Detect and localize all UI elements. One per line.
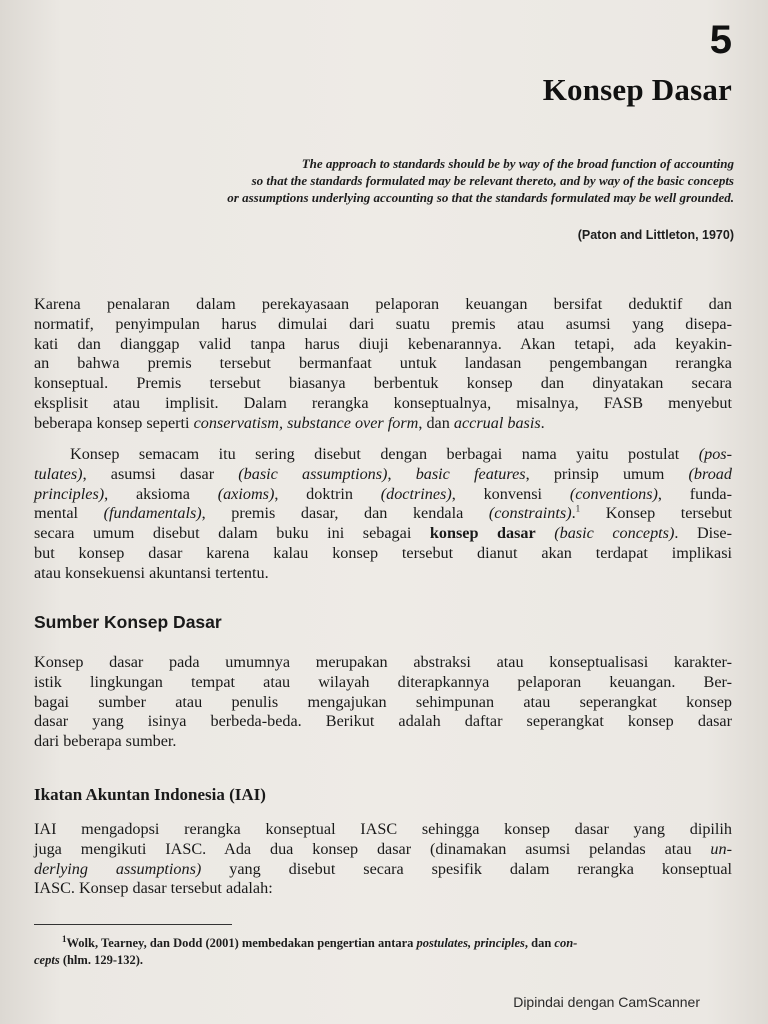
- text-run: , aksioma: [104, 484, 218, 503]
- italic-term: con-: [554, 936, 578, 950]
- chapter-number: 5: [709, 18, 732, 62]
- text-run: , funda-: [657, 484, 732, 503]
- text-run: (hlm. 129-132).: [59, 953, 144, 967]
- paragraph-4: [34, 820, 732, 899]
- text-line: bagai sumber atau penulis mengajukan sehimpunan atau seperangkat konsep: [34, 692, 732, 711]
- text-run: .: [571, 504, 576, 523]
- text-line: [34, 414, 732, 434]
- text-run: .: [540, 413, 545, 432]
- italic-term: basic features: [415, 464, 526, 483]
- chapter-title: Konsep Dasar: [542, 72, 732, 107]
- paragraph-2: [34, 445, 732, 584]
- text-line: [34, 465, 732, 485]
- italic-term: cepts: [34, 953, 60, 967]
- text-run: beberapa konsep seperti: [34, 413, 194, 432]
- italic-term: (fundamentals): [103, 504, 202, 523]
- italic-term: un-: [710, 839, 732, 858]
- text-run: , premis dasar, dan kendala: [201, 504, 489, 523]
- text-line: dari beberapa sumber.: [34, 732, 177, 751]
- text-run: Konsep tersebut: [580, 504, 732, 523]
- subsection-heading: Ikatan Akuntan Indonesia (IAI): [34, 785, 266, 804]
- bold-term: konsep dasar: [429, 524, 536, 543]
- italic-term: (broad: [688, 464, 732, 483]
- italic-term: derlying assumptions): [34, 859, 202, 878]
- italic-term: (axioms): [217, 484, 275, 503]
- paragraph-3: [34, 653, 732, 752]
- footnote-divider: [34, 924, 232, 925]
- paragraph-1: [34, 295, 732, 434]
- footnote-marker: 1: [62, 933, 67, 944]
- text-run: yang disebut secara spesifik dalam rerangka konseptual: [201, 859, 732, 878]
- italic-term: (basic concepts): [554, 524, 675, 543]
- italic-term: accrual basis: [453, 413, 541, 432]
- italic-term: (conventions): [569, 484, 658, 503]
- italic-term: (constraints): [488, 504, 572, 523]
- text-line: dasar yang isinya berbeda-beda. Berikut adalah daftar seperangkat konsep dasar: [34, 712, 732, 731]
- epigraph-line: or assumptions underlying accounting so that the standards formulated may be well grounded.: [227, 190, 734, 205]
- footnote: [34, 935, 732, 969]
- italic-term: tulates): [34, 464, 83, 483]
- text-line: [34, 445, 732, 465]
- text-line: [34, 485, 732, 505]
- text-run: [536, 524, 555, 542]
- italic-term: (basic assumptions): [238, 464, 388, 483]
- text-line: [34, 504, 732, 524]
- text-run: , doktrin: [274, 484, 381, 503]
- text-line: an bahwa premis tersebut bermanfaat untuk landasan pengembangan rerangka: [34, 354, 732, 373]
- footnote-marker: 1: [575, 504, 581, 514]
- text-line: but konsep dasar karena kalau konsep tersebut dianut akan terdapat implikasi: [34, 543, 732, 562]
- italic-term: (doctrines): [380, 484, 452, 503]
- text-run: Konsep semacam itu sering disebut dengan berbagai nama yaitu postulat: [70, 445, 699, 463]
- text-run: secara umum disebut dalam buku ini sebagai: [34, 524, 430, 543]
- italic-term: postulates, principles: [416, 936, 525, 950]
- text-run: Wolk, Tearney, dan Dodd (2001) membedakan pengertian antara: [66, 936, 417, 950]
- text-line: eksplisit atau implisit. Dalam rerangka konseptualnya, misalnya, FASB menyebut: [34, 393, 732, 412]
- italic-term: (pos-: [698, 445, 732, 463]
- text-line: IAI mengadopsi rerangka konseptual IASC sehingga konsep dasar yang dipilih: [34, 820, 732, 838]
- text-line: [34, 524, 732, 544]
- italic-term: conservatism, substance over form: [193, 413, 419, 432]
- text-run: juga mengikuti IASC. Ada dua konsep dasar (dinamakan asumsi pelandas atau: [34, 839, 711, 858]
- epigraph-line: so that the standards formulated may be relevant thereto, and by way of the basic concepts: [251, 173, 734, 188]
- text-run: , dan: [418, 413, 454, 432]
- epigraph: [74, 155, 734, 206]
- text-run: . Dise-: [674, 524, 733, 543]
- text-run: mental: [34, 504, 104, 523]
- text-line: normatif, penyimpulan harus dimulai dari suatu premis atau asumsi yang disepa-: [34, 314, 732, 333]
- text-line: [34, 860, 732, 880]
- text-run: , konvensi: [451, 484, 570, 503]
- text-run: , dan: [524, 936, 555, 950]
- text-run: ,: [387, 464, 416, 483]
- text-run: , asumsi dasar: [82, 464, 239, 483]
- section-heading: Sumber Konsep Dasar: [34, 612, 222, 632]
- text-line: [34, 840, 732, 860]
- text-line: kati dan dianggap valid tanpa harus diuji kebenarannya. Akan tetapi, ada keyakin-: [34, 334, 732, 353]
- text-line: konseptual. Premis tersebut biasanya berbentuk konsep dan dinyatakan secara: [34, 374, 732, 393]
- epigraph-line: The approach to standards should be by way of the broad function of accounting: [301, 156, 734, 171]
- scanner-watermark: Dipindai dengan CamScanner: [513, 994, 700, 1010]
- footnote-line: [34, 935, 732, 952]
- text-line: IASC. Konsep dasar tersebut adalah:: [34, 879, 273, 898]
- text-line: atau konsekuensi akuntansi tertentu.: [34, 563, 269, 582]
- text-line: istik lingkungan tempat atau wilayah diterapkannya pelaporan keuangan. Ber-: [34, 672, 732, 691]
- epigraph-attribution: (Paton and Littleton, 1970): [577, 228, 734, 242]
- text-run: , prinsip umum: [525, 464, 689, 483]
- footnote-line: [34, 952, 732, 969]
- text-line: Karena penalaran dalam perekayasaan pelaporan keuangan bersifat deduktif dan: [34, 295, 732, 313]
- text-line: Konsep dasar pada umumnya merupakan abstraksi atau konseptualisasi karakter-: [34, 653, 732, 671]
- italic-term: principles): [34, 484, 105, 503]
